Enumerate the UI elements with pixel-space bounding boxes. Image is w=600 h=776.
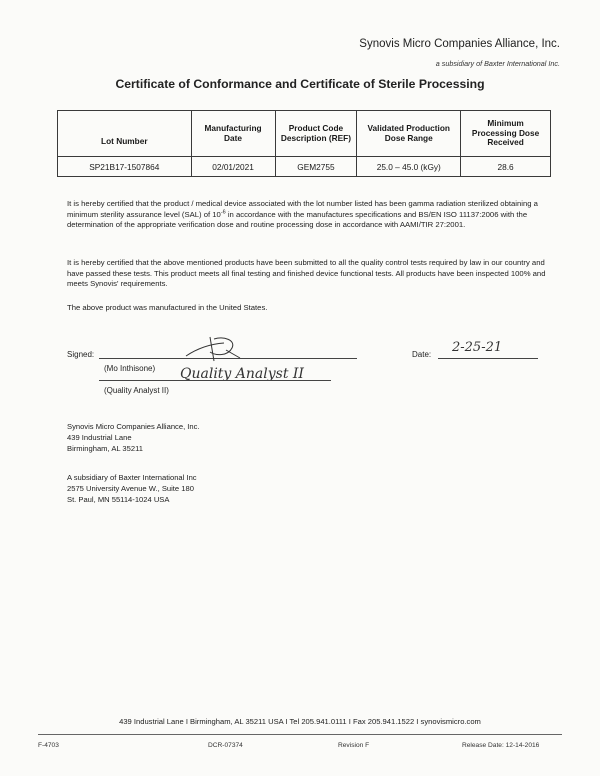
address-parent bbox=[67, 473, 197, 505]
header-manufacturing-date: Manufacturing Date bbox=[191, 111, 275, 157]
address-line: Birmingham, AL 35211 bbox=[67, 443, 143, 453]
signed-date: 2-25-21 bbox=[452, 340, 503, 355]
header-dose-range: Validated Production Dose Range bbox=[357, 111, 461, 157]
sterility-paragraph bbox=[67, 199, 547, 231]
company-subsidiary-note: a subsidiary of Baxter International Inc. bbox=[435, 59, 560, 68]
cell-product-code: GEM2755 bbox=[275, 157, 357, 177]
role-line bbox=[99, 380, 331, 381]
form-id: F-4703 bbox=[38, 742, 59, 749]
footer-contact: 439 Industrial Lane I Birmingham, AL 35211 USA I Tel 205.941.0111 I Fax 205.941.1522 I synovismicro.com bbox=[119, 717, 481, 726]
address-line: St. Paul, MN 55114-1024 USA bbox=[67, 494, 170, 504]
sterility-text-a: It is hereby certified that the product / medical device associated with the lot number listed has been gamma radiation sterilized obtaining a minimum sterility assurance level (SAL) of 10 bbox=[67, 199, 538, 219]
address-line: Synovis Micro Companies Alliance, Inc. bbox=[67, 422, 200, 431]
table-header-row bbox=[58, 111, 551, 157]
cell-dose-range: 25.0 – 45.0 (kGy) bbox=[357, 157, 461, 177]
cell-manufacturing-date: 02/01/2021 bbox=[191, 157, 275, 177]
date-label: Date: bbox=[412, 350, 432, 359]
signer-name: (Mo Inthisone) bbox=[104, 364, 156, 373]
header-minimum-dose: Minimum Processing Dose Received bbox=[461, 111, 551, 157]
address-company bbox=[67, 422, 200, 454]
sterility-text-b: in accordance with the manufactures specifications and BS/EN ISO 11137:2006 with the determination of the appropriate verification dose and routine processing dose in accordance with AAMI/TIR 27:2001. bbox=[67, 209, 528, 230]
address-line: 2575 University Avenue W., Suite 180 bbox=[67, 483, 194, 493]
signer-role: (Quality Analyst II) bbox=[104, 386, 169, 395]
signed-label: Signed: bbox=[67, 350, 95, 359]
date-line bbox=[438, 358, 538, 359]
header-product-code: Product Code Description (REF) bbox=[275, 111, 357, 157]
table-row bbox=[58, 157, 551, 177]
company-name: Synovis Micro Companies Alliance, Inc. bbox=[359, 38, 560, 50]
address-line: A subsidiary of Baxter International Inc bbox=[67, 473, 197, 482]
signature-mark bbox=[180, 334, 260, 364]
document-title: Certificate of Conformance and Certificate of Sterile Processing bbox=[115, 77, 485, 91]
sal-exponent: -6 bbox=[220, 209, 226, 216]
revision: Revision F bbox=[338, 742, 370, 749]
dcr-number: DCR-07374 bbox=[208, 742, 243, 749]
origin-paragraph: The above product was manufactured in the United States. bbox=[67, 303, 268, 312]
release-date: Release Date: 12-14-2016 bbox=[462, 742, 540, 749]
header-lot-number: Lot Number bbox=[58, 111, 192, 157]
cell-lot-number: SP21B17-1507864 bbox=[58, 157, 192, 177]
handwritten-role: Quality Analyst II bbox=[180, 366, 304, 382]
quality-paragraph: It is hereby certified that the above mentioned products have been submitted to all the quality control tests required by law in our country and have passed these tests. This product meets all final testing and finished device functional tests. All products have been inspected 100% and meets Synovis' requirements. bbox=[67, 258, 546, 289]
address-line: 439 Industrial Lane bbox=[67, 432, 132, 442]
cell-minimum-dose: 28.6 bbox=[461, 157, 551, 177]
lot-table bbox=[57, 110, 551, 177]
footer-divider bbox=[38, 734, 562, 735]
